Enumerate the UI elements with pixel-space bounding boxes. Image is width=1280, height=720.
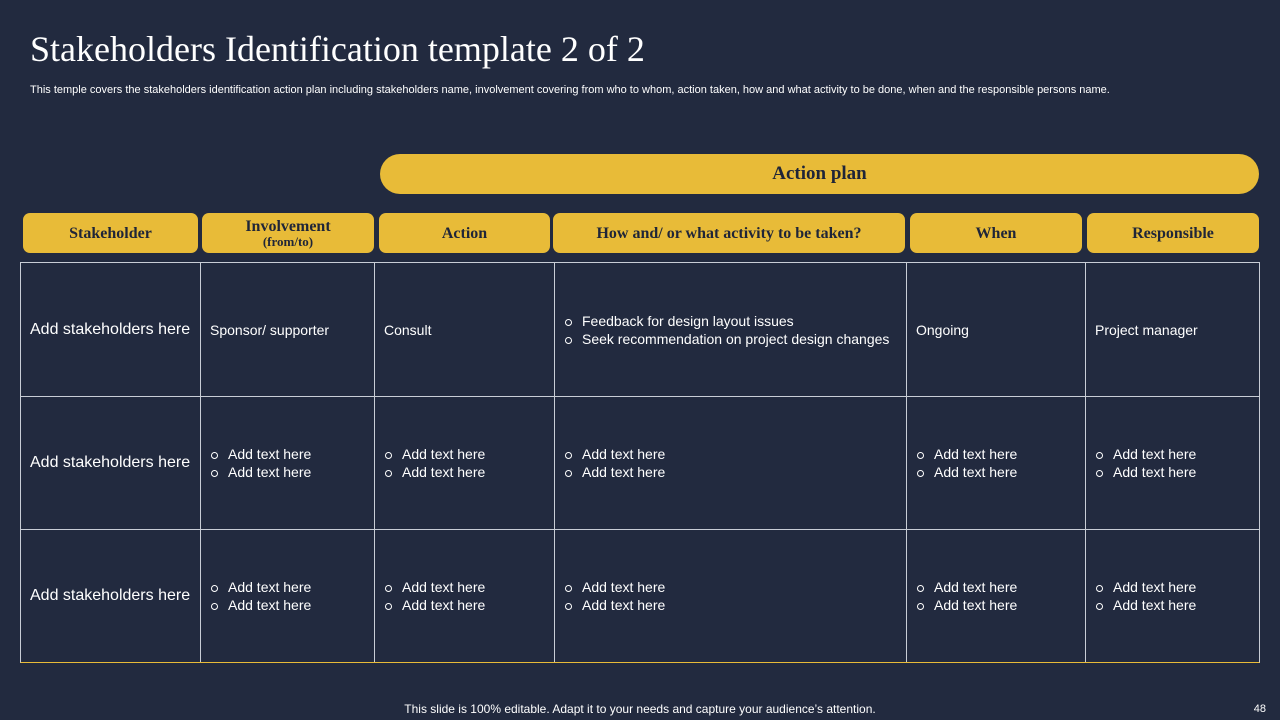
cell-text: Add stakeholders here [30, 321, 191, 338]
stakeholder-table [20, 262, 1260, 663]
bullet-item: Add text here [916, 578, 1079, 596]
slide-subtitle: This temple covers the stakeholders identification action plan including stakeholders name, involvement covering from who to whom, action taken, how and what activity to be done, when and the responsible persons name. [30, 84, 1110, 96]
bullet-item: Add text here [1095, 596, 1255, 614]
header-involvement-sublabel: (from/to) [262, 233, 314, 249]
bullet-item: Add text here [564, 578, 900, 596]
bullet-item: Feedback for design layout issues [564, 312, 900, 330]
cell-activity [555, 263, 906, 396]
cell-text: Add stakeholders here [30, 587, 191, 604]
bullet-list [916, 445, 1079, 481]
bullet-list [916, 578, 1079, 614]
bullet-item: Add text here [210, 596, 368, 614]
bullet-list [384, 578, 548, 614]
bullet-list [564, 578, 900, 614]
header-when [910, 213, 1082, 253]
cell-text: Add stakeholders here [30, 454, 191, 471]
bullet-list [210, 578, 368, 614]
bullet-item: Add text here [564, 445, 900, 463]
footer-note: This slide is 100% editable. Adapt it to your needs and capture your audience’s attention. [404, 702, 876, 716]
header-action-label: Action [441, 224, 488, 242]
bullet-item: Add text here [384, 463, 548, 481]
bullet-item: Add text here [210, 463, 368, 481]
header-action [379, 213, 550, 253]
bullet-list [564, 445, 900, 481]
bullet-list [384, 445, 548, 481]
cell-text: Consult [384, 321, 432, 338]
header-stakeholder [23, 213, 198, 253]
header-activity [553, 213, 905, 253]
bullet-item: Add text here [210, 578, 368, 596]
cell-involvement [201, 263, 374, 396]
bullet-item: Add text here [1095, 578, 1255, 596]
header-involvement [202, 213, 374, 253]
cell-text: Project manager [1095, 321, 1198, 338]
cell-action [375, 529, 554, 662]
header-activity-label: How and/ or what activity to be taken? [596, 224, 862, 242]
header-responsible-label: Responsible [1132, 224, 1214, 242]
cell-stakeholder [21, 263, 200, 396]
bullet-item: Add text here [1095, 445, 1255, 463]
page-number: 48 [1253, 703, 1266, 715]
cell-when [907, 263, 1085, 396]
cell-text: Sponsor/ supporter [210, 321, 330, 338]
cell-responsible [1086, 263, 1261, 396]
bullet-item: Add text here [210, 445, 368, 463]
bullet-item: Add text here [384, 596, 548, 614]
cell-stakeholder [21, 396, 200, 529]
bullet-item: Add text here [384, 578, 548, 596]
bullet-item: Add text here [564, 463, 900, 481]
bullet-list [564, 312, 900, 348]
slide-title: Stakeholders Identification template 2 of 2 [30, 29, 645, 69]
cell-when [907, 396, 1085, 529]
cell-action [375, 396, 554, 529]
cell-action [375, 263, 554, 396]
header-involvement-label: Involvement [245, 217, 331, 235]
cell-activity [555, 396, 906, 529]
bullet-list [210, 445, 368, 481]
header-stakeholder-label: Stakeholder [69, 224, 152, 242]
cell-involvement [201, 529, 374, 662]
cell-stakeholder [21, 529, 200, 662]
header-when-label: When [975, 224, 1017, 242]
cell-responsible [1086, 529, 1261, 662]
cell-text: Ongoing [916, 321, 969, 338]
header-responsible [1087, 213, 1259, 253]
cell-involvement [201, 396, 374, 529]
bullet-list [1095, 578, 1255, 614]
bullet-item: Add text here [564, 596, 900, 614]
bullet-item: Add text here [916, 445, 1079, 463]
bullet-item: Add text here [1095, 463, 1255, 481]
cell-when [907, 529, 1085, 662]
bullet-item: Add text here [384, 445, 548, 463]
action-plan-header: Action plan [380, 154, 1259, 194]
bullet-item: Add text here [916, 463, 1079, 481]
cell-responsible [1086, 396, 1261, 529]
bullet-item: Seek recommendation on project design changes [564, 330, 900, 348]
cell-activity [555, 529, 906, 662]
bullet-item: Add text here [916, 596, 1079, 614]
bullet-list [1095, 445, 1255, 481]
